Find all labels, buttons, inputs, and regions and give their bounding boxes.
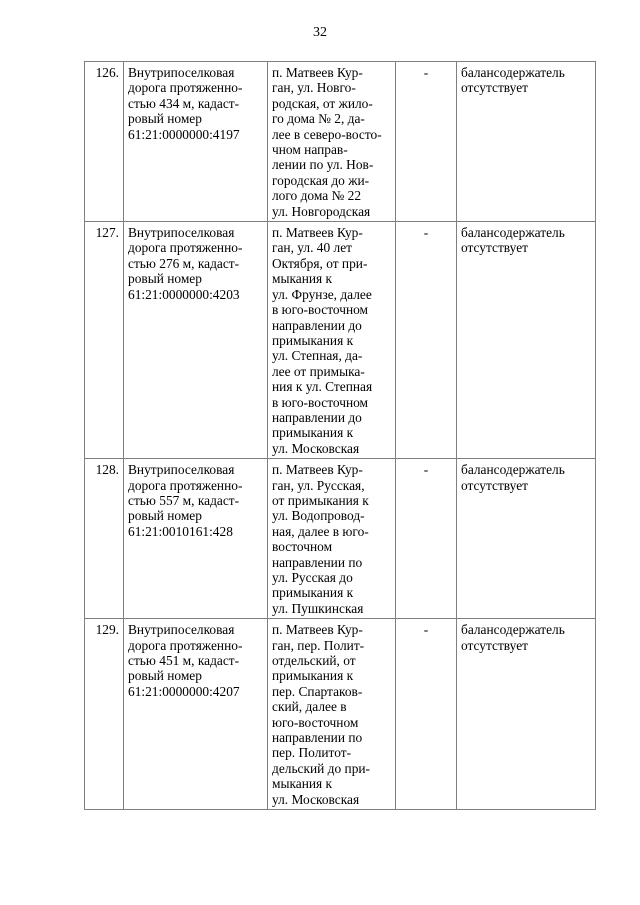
empty-value: - — [396, 62, 457, 222]
object-name: Внутрипоселковая дорога протяженно- стью 434 м, кадаст- ровый номер 61:21:0000000:4197 — [124, 62, 268, 222]
balance-holder: балансодержатель отсутствует — [457, 222, 596, 459]
empty-value: - — [396, 619, 457, 810]
object-address: п. Матвеев Кур- ган, ул. Новго- родская, от жило- го дома № 2, да- лее в северо-восто- чном направ- лении по ул. Нов- городская до жи- лого дома № 22 ул. Новгородская — [268, 62, 396, 222]
empty-value: - — [396, 459, 457, 619]
balance-holder: балансодержатель отсутствует — [457, 62, 596, 222]
row-number: 128. — [85, 459, 124, 619]
object-name: Внутрипоселковая дорога протяженно- стью 276 м, кадаст- ровый номер 61:21:0000000:4203 — [124, 222, 268, 459]
empty-value: - — [396, 222, 457, 459]
table-row — [85, 619, 596, 810]
row-number: 129. — [85, 619, 124, 810]
object-name: Внутрипоселковая дорога протяженно- стью 451 м, кадаст- ровый номер 61:21:0000000:4207 — [124, 619, 268, 810]
object-address: п. Матвеев Кур- ган, ул. Русская, от примыкания к ул. Водопровод- ная, далее в юго- восточном направлении по ул. Русская до примыкания к ул. Пушкинская — [268, 459, 396, 619]
balance-holder: балансодержатель отсутствует — [457, 619, 596, 810]
page-number: 32 — [313, 25, 327, 40]
row-number: 126. — [85, 62, 124, 222]
table-row — [85, 222, 596, 459]
road-registry-table — [84, 61, 596, 810]
object-name: Внутрипоселковая дорога протяженно- стью 557 м, кадаст- ровый номер 61:21:0010161:428 — [124, 459, 268, 619]
table-row — [85, 62, 596, 222]
balance-holder: балансодержатель отсутствует — [457, 459, 596, 619]
object-address: п. Матвеев Кур- ган, ул. 40 лет Октября, от при- мыкания к ул. Фрунзе, далее в юго-восточном направлении до примыкания к ул. Степная, да- лее от примыка- ния к ул. Степная в юго-восточном направлении до примыкания к ул. Московская — [268, 222, 396, 459]
object-address: п. Матвеев Кур- ган, пер. Полит- отдельский, от примыкания к пер. Спартаков- ский, далее в юго-восточном направлении по пер. Политот- дельский до при- мыкания к ул. Московская — [268, 619, 396, 810]
table-row — [85, 459, 596, 619]
row-number: 127. — [85, 222, 124, 459]
